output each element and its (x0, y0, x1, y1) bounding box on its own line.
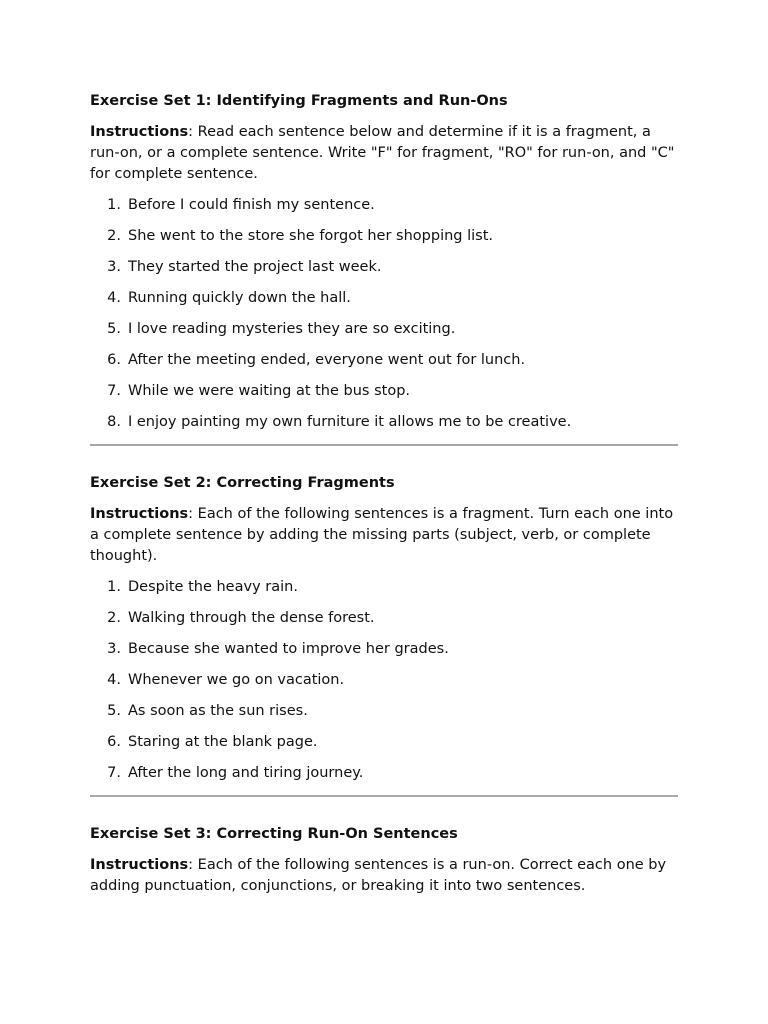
item-number: 4. (107, 290, 121, 306)
item-text: Before I could finish my sentence. (128, 197, 375, 213)
item-number: 1. (107, 197, 121, 213)
list-item (90, 226, 678, 247)
instructions-text: : Read each sentence below and determine if it is a fragment, a run-on, or a complete sentence. Write "F" for fragment, "RO" for run-on, and "C" for complete sentence. (90, 124, 675, 182)
item-text: After the long and tiring journey. (128, 765, 364, 781)
item-text: Whenever we go on vacation. (128, 672, 345, 688)
list-item (90, 319, 678, 340)
item-text: I enjoy painting my own furniture it allows me to be creative. (128, 414, 572, 430)
item-number: 8. (107, 414, 121, 430)
exercise-set-2 (90, 473, 678, 784)
item-number: 2. (107, 610, 121, 626)
instructions-label: Instructions (90, 506, 189, 522)
item-number: 4. (107, 672, 121, 688)
item-text: Walking through the dense forest. (128, 610, 375, 626)
list-item (90, 412, 678, 433)
instructions (90, 504, 678, 567)
item-number: 1. (107, 579, 121, 595)
item-number: 5. (107, 321, 121, 337)
list-item (90, 608, 678, 629)
instructions-label: Instructions (90, 857, 189, 873)
item-number: 2. (107, 228, 121, 244)
list-item (90, 381, 678, 402)
item-number: 5. (107, 703, 121, 719)
item-text: Because she wanted to improve her grades. (128, 641, 449, 657)
item-text: She went to the store she forgot her shopping list. (128, 228, 494, 244)
list-item (90, 350, 678, 371)
exercise-set-3 (90, 824, 678, 897)
section-title: Exercise Set 2: Correcting Fragments (90, 475, 395, 491)
list-item (90, 670, 678, 691)
section-divider (90, 444, 678, 446)
list-item (90, 288, 678, 309)
instructions (90, 122, 678, 185)
instructions-label: Instructions (90, 124, 189, 140)
section-divider (90, 795, 678, 797)
sentence-list (90, 195, 678, 433)
section-title: Exercise Set 3: Correcting Run-On Sentences (90, 826, 458, 842)
item-text: Running quickly down the hall. (128, 290, 351, 306)
item-text: I love reading mysteries they are so exciting. (128, 321, 456, 337)
list-item (90, 577, 678, 598)
document-page (90, 91, 678, 907)
exercise-set-1 (90, 91, 678, 433)
item-text: Despite the heavy rain. (128, 579, 298, 595)
list-item (90, 732, 678, 753)
item-number: 7. (107, 383, 121, 399)
list-item (90, 639, 678, 660)
instructions-text: : Each of the following sentences is a run-on. Correct each one by adding punctuation, conjunctions, or breaking it into two sentences. (90, 857, 667, 894)
item-text: Staring at the blank page. (128, 734, 318, 750)
item-text: As soon as the sun rises. (128, 703, 308, 719)
item-number: 6. (107, 352, 121, 368)
list-item (90, 257, 678, 278)
section-title: Exercise Set 1: Identifying Fragments and Run-Ons (90, 93, 508, 109)
list-item (90, 195, 678, 216)
item-text: After the meeting ended, everyone went out for lunch. (128, 352, 526, 368)
instructions-text: : Each of the following sentences is a fragment. Turn each one into a complete sentence by adding the missing parts (subject, verb, or complete thought). (90, 506, 674, 564)
item-text: They started the project last week. (128, 259, 382, 275)
item-text: While we were waiting at the bus stop. (128, 383, 411, 399)
item-number: 6. (107, 734, 121, 750)
instructions (90, 855, 678, 897)
item-number: 3. (107, 259, 121, 275)
sentence-list (90, 577, 678, 784)
list-item (90, 763, 678, 784)
item-number: 3. (107, 641, 121, 657)
item-number: 7. (107, 765, 121, 781)
list-item (90, 701, 678, 722)
